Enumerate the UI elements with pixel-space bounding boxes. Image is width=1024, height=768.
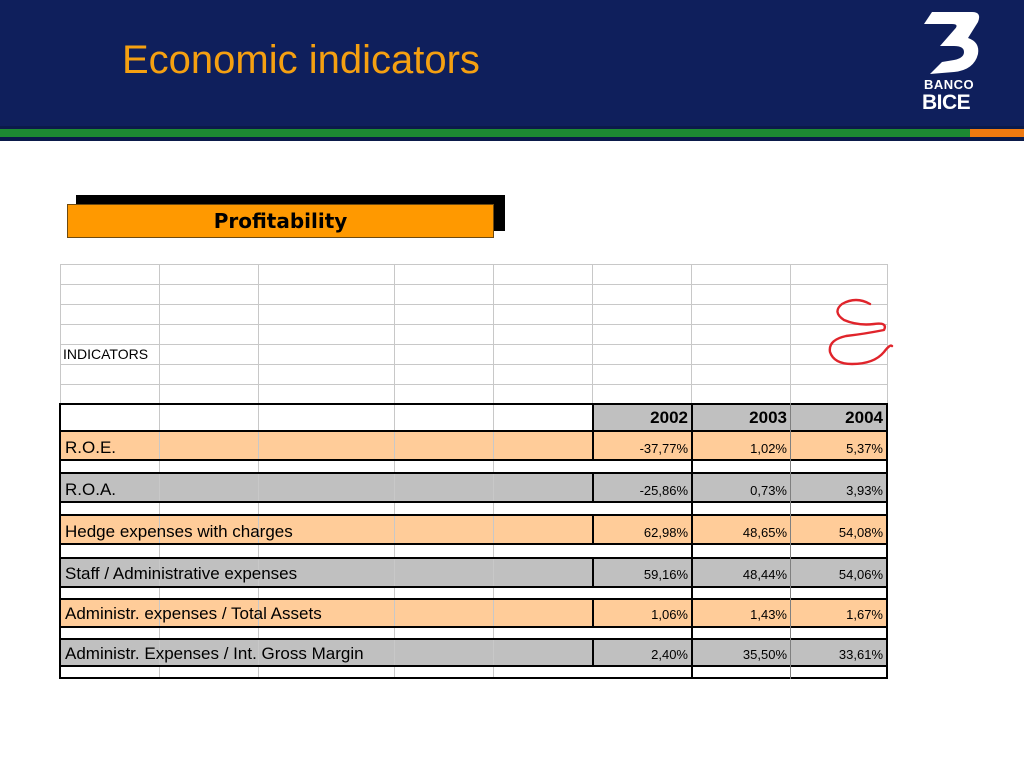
logo-text-bice: BICE <box>922 91 971 114</box>
row-label-hedge: Hedge expenses with charges <box>65 522 293 541</box>
row-label-roe: R.O.E. <box>65 438 117 457</box>
row-label-admin-assets: Administr. expenses / Total Assets <box>65 604 322 623</box>
row-value-hedge-2002: 62,98% <box>643 525 688 540</box>
row-value-roe-2002: -37,77% <box>639 441 688 456</box>
row-value-roe-2003: 1,02% <box>750 441 787 456</box>
year-header-2003: 2003 <box>749 408 787 427</box>
year-header-2004: 2004 <box>845 408 883 427</box>
page-title: Economic indicators <box>122 38 480 82</box>
row-value-admin-assets-2002: 1,06% <box>651 607 688 622</box>
row-value-admin-margin-2004: 33,61% <box>838 647 883 662</box>
row-value-staff-2002: 59,16% <box>643 567 688 582</box>
section-title: Profitability <box>67 204 494 238</box>
row-value-hedge-2004: 54,08% <box>838 525 883 540</box>
row-value-staff-2004: 54,06% <box>838 567 883 582</box>
logo-text-banco: BANCO <box>924 77 975 92</box>
row-value-staff-2003: 48,44% <box>742 567 787 582</box>
row-value-admin-margin-2002: 2,40% <box>651 647 688 662</box>
indicators-label: INDICATORS <box>63 346 149 362</box>
row-value-roe-2004: 5,37% <box>846 441 883 456</box>
row-value-roa-2004: 3,93% <box>846 483 883 498</box>
row-value-roa-2002: -25,86% <box>639 483 688 498</box>
year-header-2002: 2002 <box>650 408 688 427</box>
row-value-admin-margin-2003: 35,50% <box>742 647 787 662</box>
row-value-roa-2003: 0,73% <box>750 483 787 498</box>
row-value-hedge-2003: 48,65% <box>742 525 787 540</box>
row-label-staff: Staff / Administrative expenses <box>65 564 298 583</box>
row-label-admin-margin: Administr. Expenses / Int. Gross Margin <box>65 644 364 663</box>
row-value-admin-assets-2003: 1,43% <box>750 607 787 622</box>
row-value-admin-assets-2004: 1,67% <box>846 607 883 622</box>
row-label-roa: R.O.A. <box>65 480 117 499</box>
handwritten-page-number-8 <box>818 294 900 374</box>
